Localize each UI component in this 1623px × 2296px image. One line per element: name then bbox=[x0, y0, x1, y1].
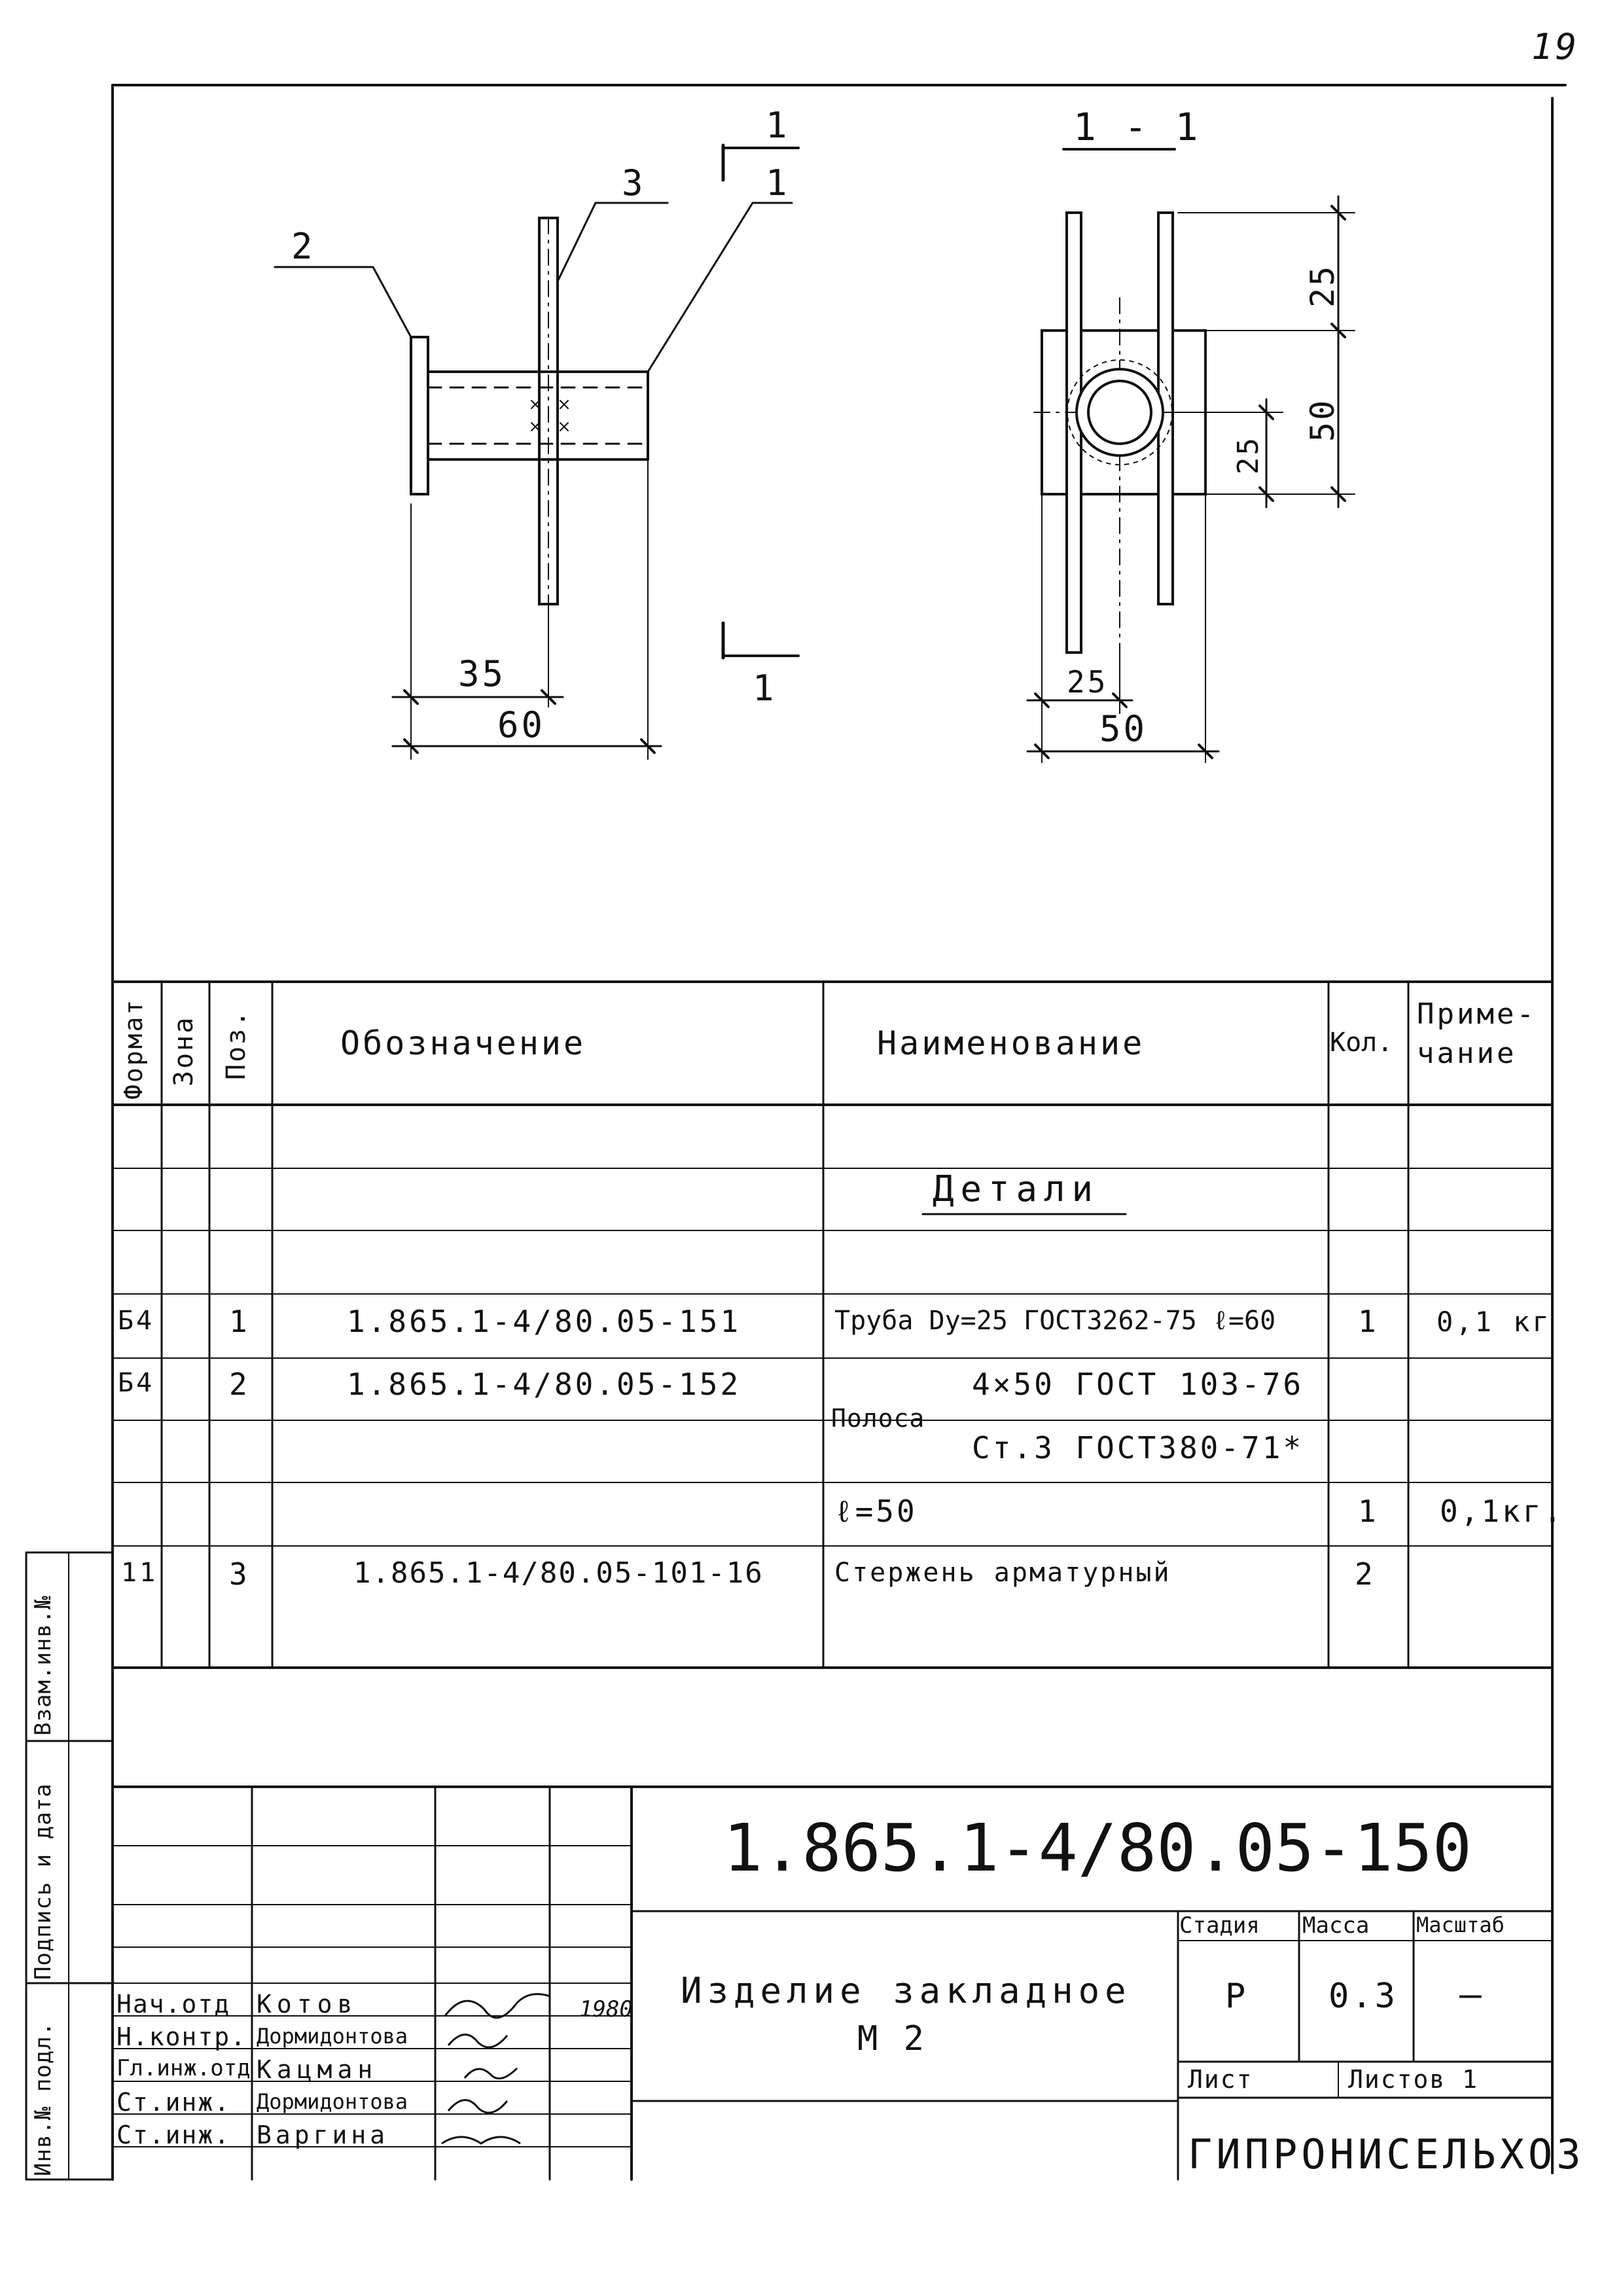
header-zone: Зона bbox=[169, 1015, 199, 1086]
sig-role-2: Н.контр. bbox=[116, 2022, 247, 2051]
header-note: Приме- чание bbox=[1417, 997, 1537, 1070]
row3-pos: 3 bbox=[229, 1556, 250, 1592]
section-title-details: Детали bbox=[933, 1168, 1100, 1210]
mass-value: 0.3 bbox=[1329, 1977, 1398, 2016]
sig-name-2: Дормидонтова bbox=[257, 2024, 408, 2049]
dim-25-right: 25 bbox=[1304, 264, 1342, 308]
row3-qty: 2 bbox=[1355, 1556, 1376, 1592]
section-mark-top: 1 bbox=[766, 105, 790, 146]
header-qty: Кол. bbox=[1330, 1028, 1393, 1058]
row2-name-length: ℓ=50 bbox=[834, 1494, 918, 1529]
row2-pos: 2 bbox=[229, 1367, 250, 1402]
row2-note: 0,1кг. bbox=[1440, 1494, 1565, 1529]
dim-60: 60 bbox=[497, 704, 546, 745]
row2-designation: 1.865.1-4/80.05-152 bbox=[347, 1367, 741, 1402]
row3-format: 11 bbox=[121, 1558, 158, 1588]
signature-vargina bbox=[442, 2137, 520, 2144]
dim-50-right: 50 bbox=[1304, 398, 1342, 442]
row3-designation: 1.865.1-4/80.05-101-16 bbox=[353, 1556, 764, 1590]
leader-label-3: 3 bbox=[622, 162, 646, 204]
scale-label: Масштаб bbox=[1416, 1912, 1505, 1937]
sig-name-1: Котов bbox=[257, 1990, 358, 2018]
stamp-inv-podl: Инв.№ подл. bbox=[30, 2021, 56, 2176]
signature-kotov bbox=[445, 1994, 550, 2018]
row1-pos: 1 bbox=[229, 1304, 250, 1339]
row1-designation: 1.865.1-4/80.05-151 bbox=[347, 1304, 741, 1339]
row3-name: Стержень арматурный bbox=[834, 1558, 1171, 1588]
row1-name: Труба Dу=25 ГОСТ3262-75 ℓ=60 bbox=[834, 1306, 1276, 1336]
dim-25-bottom: 25 bbox=[1067, 664, 1109, 700]
sheets-label: Листов 1 bbox=[1348, 2065, 1479, 2094]
title-line2: М 2 bbox=[857, 2019, 927, 2058]
title-line1: Изделие закладное bbox=[681, 1970, 1132, 2011]
row2-format: Б4 bbox=[118, 1368, 155, 1398]
sig-role-3: Гл.инж.отд bbox=[116, 2055, 251, 2081]
stamp-vzam: Взам.инв.№ bbox=[30, 1595, 56, 1736]
stamp-podpis: Подпись и дата bbox=[30, 1783, 56, 1980]
header-designation: Обозначение bbox=[340, 1024, 586, 1062]
section-title: 1 - 1 bbox=[1073, 105, 1201, 149]
mass-label: Масса bbox=[1302, 1912, 1370, 1939]
row1-format: Б4 bbox=[118, 1306, 155, 1336]
header-name: Наименование bbox=[877, 1024, 1145, 1062]
sig-name-5: Варгина bbox=[257, 2121, 389, 2149]
dim-50-bottom: 50 bbox=[1099, 708, 1148, 749]
sig-role-4: Ст.инж. bbox=[116, 2088, 231, 2117]
doc-number: 1.865.1-4/80.05-150 bbox=[723, 1810, 1472, 1886]
sig-name-4: Дормидонтова bbox=[257, 2089, 408, 2114]
row1-note: 0,1 кг bbox=[1436, 1306, 1552, 1338]
leader-label-1: 1 bbox=[766, 162, 790, 204]
row2-name-label: Полоса bbox=[831, 1404, 925, 1433]
stage-label: Стадия bbox=[1179, 1912, 1260, 1939]
year: 1980 bbox=[579, 1996, 633, 2022]
sheet-label: Лист bbox=[1188, 2065, 1253, 2094]
sig-role-1: Нач.отд bbox=[116, 1990, 231, 2018]
sig-name-3: Кацман bbox=[257, 2055, 378, 2084]
row2-name-bottom: Ст.3 ГОСТ380-71* bbox=[972, 1430, 1304, 1465]
sig-role-5: Ст.инж. bbox=[116, 2121, 231, 2149]
stage-value: Р bbox=[1225, 1977, 1249, 2016]
organization: ГИПРОНИСЕЛЬХОЗ bbox=[1188, 2130, 1585, 2178]
leader-label-2: 2 bbox=[291, 226, 315, 267]
row2-name-top: 4×50 ГОСТ 103-76 bbox=[972, 1367, 1304, 1402]
sheet-number: 19 bbox=[1531, 26, 1580, 67]
signature-katsman bbox=[465, 2068, 517, 2079]
row1-qty: 1 bbox=[1358, 1304, 1379, 1339]
scale-value: — bbox=[1459, 1973, 1484, 2016]
row2-qty: 1 bbox=[1358, 1494, 1379, 1529]
header-format: Формат bbox=[119, 997, 148, 1100]
dim-35: 35 bbox=[458, 653, 507, 694]
signature-dormidontova-2 bbox=[448, 2100, 507, 2113]
header-pos: Поз. bbox=[221, 1009, 251, 1080]
signature-dormidontova-1 bbox=[448, 2035, 507, 2047]
dim-25-inner: 25 bbox=[1232, 436, 1265, 475]
section-mark-bottom: 1 bbox=[753, 668, 777, 709]
